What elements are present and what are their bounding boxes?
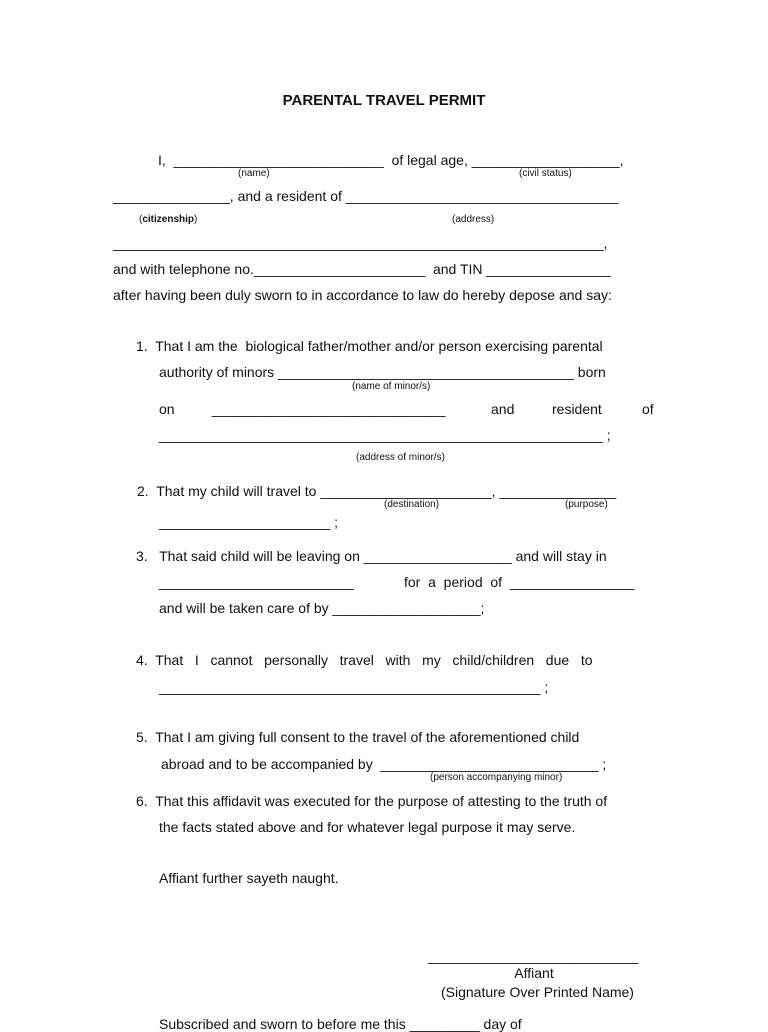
item-6-line-1: 6. That this affidavit was executed for the purpose of attesting to the truth of <box>136 793 608 809</box>
document-title: PARENTAL TRAVEL PERMIT <box>282 92 486 109</box>
label-person-accompanying: (person accompanying minor) <box>430 772 563 783</box>
item-1-of: of <box>642 401 654 417</box>
item-5-line-1: 5. That I am giving full consent to the travel of the aforementioned child <box>136 729 580 745</box>
item-1-on: on <box>159 401 175 417</box>
label-name: (name) <box>238 168 270 179</box>
item-1-line-1: 1. That I am the biological father/mother and/or person exercising parental <box>136 338 603 354</box>
label-name-of-minors: (name of minor/s) <box>352 381 431 392</box>
label-destination: (destination) <box>384 499 440 510</box>
intro-line-2: _______________, and a resident of ___________________________________ <box>113 188 619 204</box>
intro-line-5: after having been duly sworn to in accordance to law do hereby depose and say: <box>113 287 612 303</box>
item-1-resident: resident <box>552 401 602 417</box>
item-6-line-2: the facts stated above and for whatever legal purpose it may serve. <box>159 819 576 835</box>
item-3-line-2b: for a period of ________________ <box>404 574 635 590</box>
intro-line-3: _______________________________________________________________, <box>113 235 608 251</box>
item-4-line-2: _________________________________________________ ; <box>159 679 549 695</box>
signature-line: ___________________________ <box>428 948 639 964</box>
item-2-line-2: ______________________ ; <box>159 514 339 530</box>
item-3-line-1: 3. That said child will be leaving on ___________________ and will stay in <box>136 548 607 564</box>
item-5-line-2: abroad and to be accompanied by ____________________________ ; <box>161 756 607 772</box>
intro-line-1: I, ___________________________ of legal age, ___________________, <box>158 152 624 168</box>
label-citizenship: (citizenship) <box>139 214 198 225</box>
item-3-line-2a: _________________________ <box>159 574 354 590</box>
item-1-line-4: _________________________________________________________ ; <box>159 427 611 443</box>
item-1-date-line: ______________________________ <box>212 401 446 417</box>
signature-caption: (Signature Over Printed Name) <box>441 984 634 1000</box>
item-1-and: and <box>491 401 515 417</box>
item-2-line-1: 2. That my child will travel to ______________________, _______________ <box>137 483 617 499</box>
intro-line-4: and with telephone no.______________________ and TIN ________________ <box>113 261 611 277</box>
label-purpose: (purpose) <box>565 499 608 510</box>
footer-subscribed-line: Subscribed and sworn to before me this _________ day of <box>159 1016 522 1032</box>
label-civil-status: (civil status) <box>519 168 572 179</box>
item-1-line-2: authority of minors ______________________________________ born <box>159 364 606 380</box>
item-4-line-1: 4. That I cannot personally travel with my child/children due to <box>136 652 593 668</box>
affiant-label: Affiant <box>514 965 554 981</box>
item-3-line-3: and will be taken care of by ___________________; <box>159 600 485 616</box>
label-address: (address) <box>452 214 495 225</box>
label-address-of-minors: (address of minor/s) <box>356 452 445 463</box>
closing-statement: Affiant further sayeth naught. <box>159 870 339 886</box>
